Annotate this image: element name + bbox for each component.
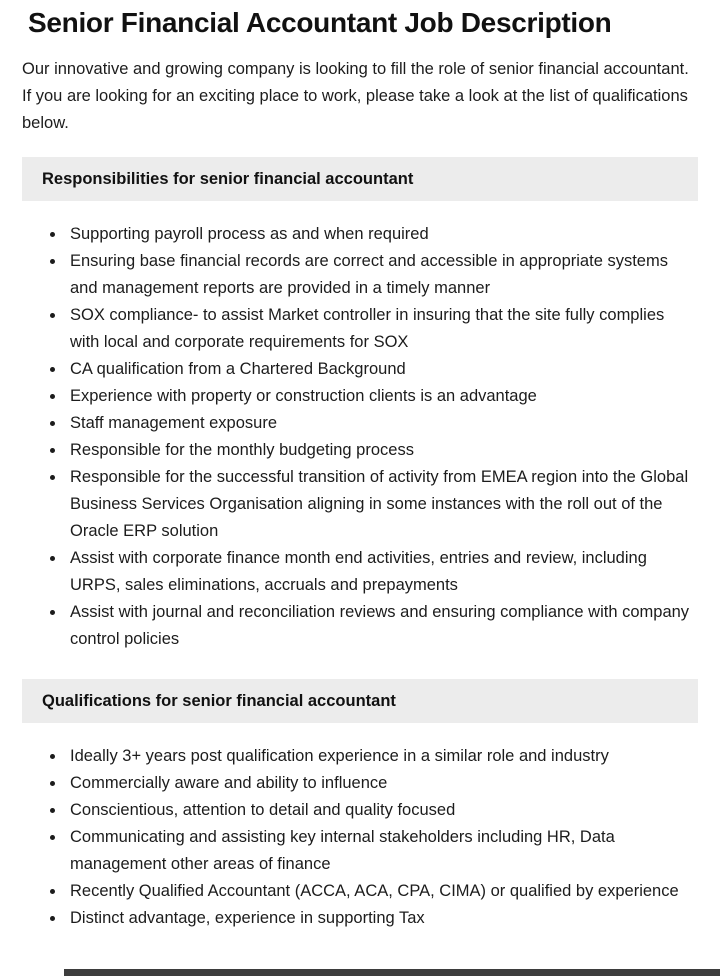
- bottom-bar: [64, 969, 720, 976]
- list-item: • Distinct advantage, experience in supporting Tax: [66, 905, 698, 932]
- list-item: • Supporting payroll process as and when required: [66, 221, 698, 248]
- list-item: • Assist with journal and reconciliation reviews and ensuring compliance with company control policies: [66, 599, 698, 653]
- list-item: • Ensuring base financial records are correct and accessible in appropriate systems and management reports are provided in a timely manner: [66, 248, 698, 302]
- list-item: • SOX compliance- to assist Market controller in insuring that the site fully complies with local and corporate requirements for SOX: [66, 302, 698, 356]
- list-item: • Communicating and assisting key internal stakeholders including HR, Data management other areas of finance: [66, 824, 698, 878]
- qualifications-list: [22, 743, 698, 932]
- list-item: • Responsible for the successful transition of activity from EMEA region into the Global Business Services Organisation aligning in some instances with the roll out of the Oracle ERP solution: [66, 464, 698, 545]
- list-item: • Conscientious, attention to detail and quality focused: [66, 797, 698, 824]
- responsibilities-list: [22, 221, 698, 653]
- list-item: • Recently Qualified Accountant (ACCA, ACA, CPA, CIMA) or qualified by experience: [66, 878, 698, 905]
- intro-paragraph: Our innovative and growing company is looking to fill the role of senior financial accountant. If you are looking for an exciting place to work, please take a look at the list of qualifications below.: [22, 60, 689, 132]
- page-title: Senior Financial Accountant Job Description: [28, 7, 612, 38]
- list-item: • Commercially aware and ability to influence: [66, 770, 698, 797]
- list-item: • Ideally 3+ years post qualification experience in a similar role and industry: [66, 743, 698, 770]
- list-item: • Staff management exposure: [66, 410, 698, 437]
- list-item: • Experience with property or construction clients is an advantage: [66, 383, 698, 410]
- list-item: • CA qualification from a Chartered Background: [66, 356, 698, 383]
- section-header-responsibilities: Responsibilities for senior financial accountant: [22, 157, 698, 201]
- list-item: • Assist with corporate finance month end activities, entries and review, including URPS, sales eliminations, accruals and prepayments: [66, 545, 698, 599]
- list-item: • Responsible for the monthly budgeting process: [66, 437, 698, 464]
- section-header-qualifications: Qualifications for senior financial accountant: [22, 679, 698, 723]
